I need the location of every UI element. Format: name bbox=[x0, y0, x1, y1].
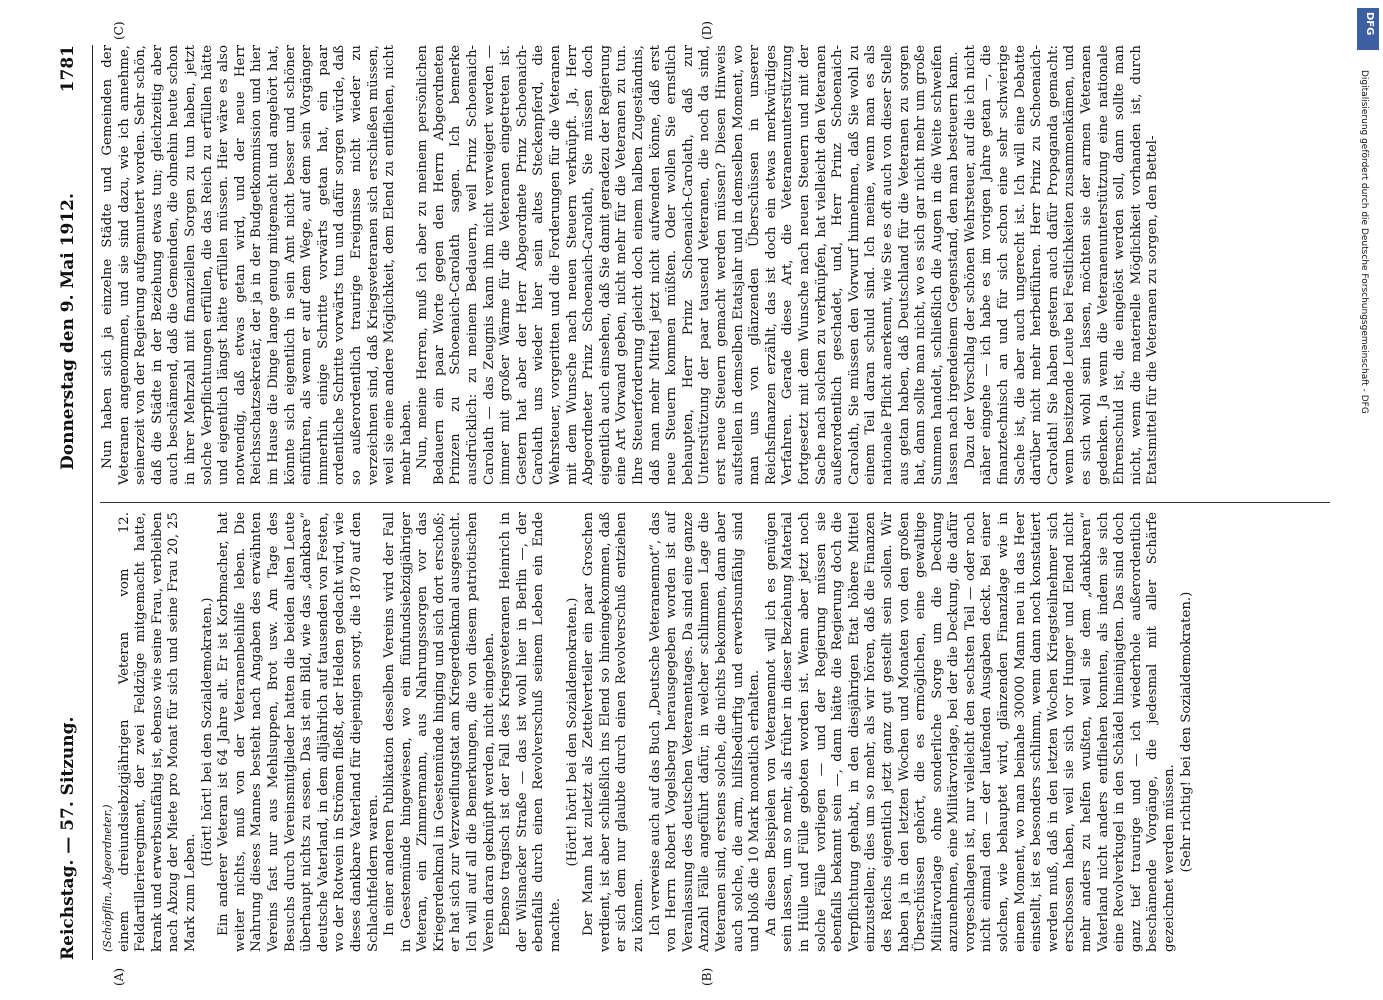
right-column bbox=[100, 45, 1162, 485]
left-column bbox=[100, 512, 1195, 952]
paragraph: In einer anderen Publikation desselben Vereins wird der Fall in Geestemünde hingewiesen, wo ein fünfundsiebzigjähriger Veteran, ein Zimmermann, aus Nahrungssorgen vor das Kriegerdenkmal in Geestemünde hinging und sich dort erschoß; er hat sich zur Verzweiflungstat am Kriegerdenkmal ausgesucht. Ich will auf all die Bemerkungen, die von diesem patriotischen Verein daran geknüpft werden, nicht eingehen. bbox=[382, 512, 497, 952]
running-head bbox=[52, 45, 86, 960]
paragraph: Der Mann hat zuletzt als Zettelverteiler ein paar Groschen verdient, ist aber schließlich ins Elend so hineingekommen, daß er sich dem nur glaubte durch einen Revolverschuß entziehen zu können. bbox=[581, 512, 646, 952]
margin-marker-a: (A) bbox=[112, 967, 126, 986]
paragraph: Nun haben sich ja einzelne Städte und Gemeinden der Veteranen angenommen, und sie sind dazu, wie ich annehme, seinerzeit von der Regierung aufgemuntert worden. Sehr schön, daß die Städte in der Beziehung etwas tun; gleichzeitig aber auch beschämend, daß die Gemeinden, die ohnehin heute schon in ihrer Mehrzahl mit finanziellen Sorgen zu tun haben, jetzt solche Verpflichtungen erfüllen, die das Reich zu erfüllen hätte und eigentlich längst hätte erfüllen müssen. Hier wäre es also notwendig, daß etwas getan wird, und der neue Herr Reichsschatzsekretär, der ja in der Budgetkommission und hier im Hause die Dinge lange genug mitgemacht und angehört hat, könnte sich eigentlich in sein Amt nicht besser und schöner einführen, als wenn er auf dem Wege, auf dem sein Vorgänger immerhin einige Schritte vorwärts getan hat, ein paar ordentliche Schritte vorwärts tun und dafür sorgen würde, daß so außerordentlich traurige Ereignisse nicht wieder zu verzeichnen sind, daß Kriegsveteranen sich erschießen müssen, weil sie eine andere Möglichkeit, dem Elend zu entfliehen, nicht mehr haben. bbox=[100, 45, 414, 485]
interjection: (Hört! hört! bei den Sozialdemokraten.) bbox=[199, 597, 215, 867]
interjection: (Hört! hört! bei den Sozialdemokraten.) bbox=[564, 597, 580, 867]
header-date: Donnerstag den 9. Mai 1912. bbox=[58, 193, 78, 470]
paragraph: Ein anderer Veteran ist 64 Jahre alt. Er ist Korbmacher, hat weiter nichts, muß von der Veteranenbeihilfe leben. Die Nahrung dieses Mannes besteht nach Angaben des erwähnten Vereins fast nur aus Mehlsuppen, Brot usw. Am Tage des Besuchs durch Vereinsmitglieder hatten die beiden alten Leute überhaupt nichts zu essen. Das ist ein Bild, wie das „dankbare“ deutsche Vaterland, in dem alljährlich auf tausenden von Festen, wo der Rotwein in Strömen fließt, der Helden gedacht wird, wie dieses dankbare Vaterland für diejenigen sorgt, die 1870 auf den Schlachtfeldern waren. bbox=[216, 512, 381, 952]
speaker-tag: (Schöpflin, Abgeordneter.) bbox=[101, 804, 114, 952]
paragraph: Nun, meine Herren, muß ich aber zu meinem persönlichen Bedauern ein paar Worte gegen den Herrn Abgeordneten Prinzen zu Schoenaich-Carolath sagen. Ich bemerke ausdrücklich: zu meinem Bedauern, weil Prinz Schoenaich-Carolath — das Zeugnis kann ihm nicht verweigert werden — immer mit großer Wärme für die Veteranen eingetreten ist. Gestern hat aber der Herr Abgeordnete Prinz Schoenaich-Carolath uns wieder hier sein altes Steckenpferd, die Wehrsteuer, vorgeritten und die Forderungen für die Veteranen mit dem Wunsche nach neuen Steuern verknüpft. Ja, Herr Abgeordneter Prinz Schoenaich-Carolath, Sie müssen doch eigentlich auch einsehen, daß Sie damit geradezu der Regierung eine Art Vorwand geben, nicht mehr für die Veteranen zu tun. Ihre Steuerforderung gleicht doch einem halben Zugeständnis, daß man mehr Mittel jetzt nicht aufwenden könne, daß erst neue Steuern kommen müßten. Oder wollen Sie ernstlich behaupten, Herr Prinz Schoenaich-Carolath, daß zur Unterstützung der paar tausend Veteranen, die noch da sind, erst neue Steuern gemacht werden müssen? Diesen Hinweis aufstellen in demselben Etatsjahr und in demselben Moment, wo man uns von glänzenden Überschüssen in unserer Reichsfinanzen erzählt, das ist doch ein etwas merkwürdiges Verfahren. Gerade diese Art, die Veteranenunterstützung fortgesetzt mit dem Wunsche nach neuen Steuern und mit der Sache nach solchen zu verknüpfen, hat vielleicht den Veteranen außerordentlich geschadet, und, Herr Prinz Schoenaich-Carolath, Sie müssen den Vorwurf hinnehmen, daß Sie wohl zu einem Teil daran schuld sind. Ich meine, wenn man es als nationale Pflicht anerkennt, wie Sie es oft auch von dieser Stelle aus getan haben, daß Deutschland für die Veteranen zu sorgen hat, dann sollte man nicht, wo es sich gar nicht mehr um große Summen handelt, schließlich die Augen in die Weite schweifen lassen nach irgendeinem Gegenstand, den man besteuern kann. bbox=[415, 45, 962, 485]
interjection: (Sehr richtig! bei den Sozialdemokraten.) bbox=[1178, 591, 1194, 873]
margin-marker-b: (B) bbox=[700, 967, 714, 986]
dfg-logo-text: DFG bbox=[1364, 12, 1375, 36]
header-session: Reichstag. — 57. Sitzung. bbox=[58, 716, 78, 960]
header-rule bbox=[92, 45, 93, 960]
margin-marker-d: (D) bbox=[700, 21, 714, 40]
credit-text: Digitalisierung gefördert durch die Deutsche Forschungsgemeinschaft - DFG bbox=[1359, 70, 1369, 414]
dfg-logo bbox=[1357, 8, 1379, 50]
column-divider bbox=[100, 502, 1330, 503]
paragraph: Ebenso tragisch ist der Fall des Kriegsveteranen Heinrich in der Wilsnacker Straße — das ist wohl hier in Berlin —, der ebenfalls durch einen Revolverschuß seinem Leben ein Ende machte. bbox=[498, 512, 564, 952]
page-number: 1781 bbox=[58, 45, 78, 93]
paragraph: Ich verweise auch auf das Buch „Deutsche Veteranennot“, das von Herrn Robert Vogelsberg herausgegeben worden ist auf Veranlassung des deutschen Veteranentages. Da sind eine ganze Anzahl Fälle angeführt dafür, in welcher schlimmen Lage die Veteranen sind, erstens solche, die nichts bekommen, dann aber auch solche, die arm, hilfsbedürftig und erwerbsunfähig sind und bloß die 10 Mark monatlich erhalten. bbox=[647, 512, 763, 952]
digitization-credit bbox=[1357, 70, 1373, 940]
paragraph: An diesen Beispielen von Veteranennot will ich es genügen sein lassen, um so mehr, als früher in dieser Beziehung Material in Hülle und Fülle geboten worden ist. Wenn aber jetzt noch solche Fälle vorliegen — und der Regierung müssen sie ebenfalls bekannt sein —, dann hätte die Regierung doch die Verpflichtung gehabt, in den diesjährigen Etat höhere Mittel einzustellen; dies um so mehr, als wir hören, daß die Finanzen des Reichs eigentlich jetzt ganz gut gestellt sein sollen. Wir haben ja in den letzten Wochen und Monaten von den großen Überschüssen gehört, die es ermöglichen, eine gewaltige Militärvorlage ohne sonderliche Sorge um die Deckung anzunehmen, eine Militärvorlage, bei der die Deckung, die dafür vorgeschlagen ist, nur vielleicht den sechsten Teil — oder noch nicht einmal den — der laufenden Ausgaben deckt. Bei einer solchen, wie behauptet wird, glänzenden Finanzlage wie in einem Moment, wo man beinahe 30000 Mann neu in das Heer einstellt, ist es besonders schlimm, wenn dann noch konstatiert werden muß, daß in den letzten Wochen Kriegsteilnehmer sich erschossen haben, weil sie sich vor Hunger und Elend nicht mehr anders zu helfen wußten, weil sie dem „dankbaren“ Vaterland nicht anders entfliehen konnten, als indem sie sich eine Revolverkugel in den Schädel hineinjagten. Das sind doch ganz tief traurige und — ich wiederhole außerordentlich beschämende Vorgänge, die jedesmal mit aller Schärfe gezeichnet werden müssen. bbox=[763, 512, 1177, 952]
paragraph: einem dreiundsiebzigjährigen Veteran vom 12. Feldartillerieregiment, der zwei Feldzüge mitgemacht hatte, krank und erwerbsunfähig ist, ebenso wie seine Frau, verbleiben nach Abzug der Miete pro Monat für sich und seine Frau 20, 25 Mark zum Leben. bbox=[116, 512, 198, 952]
paragraph: Dazu der Vorschlag der schönen Wehrsteuer, auf die ich nicht näher eingehe — ich habe es im vorigen Jahre getan —, die finanztechnisch an und für sich schon eine sehr schwierige Sache ist, die aber auch ungerecht ist. Ich will eine Debatte darüber nicht mehr herbeiführen. Herr Prinz zu Schoenaich-Carolath! Sie haben gestern auch dafür Propaganda gemacht: wenn besitzende Leute bei Festlichkeiten zusammenkämen, und es sich wohl sein lassen, möchten sie der armen Veteranen gedenken. Ja wenn die Veteranenunterstützung eine nationale Ehrenschuld ist, die eingelöst werden soll, dann sollte man nicht, wenn die materielle Möglichkeit vorhanden ist, durch Etatsmittel für die Veteranen zu sorgen, den Bettel- bbox=[962, 45, 1161, 485]
margin-marker-c: (C) bbox=[112, 21, 126, 40]
